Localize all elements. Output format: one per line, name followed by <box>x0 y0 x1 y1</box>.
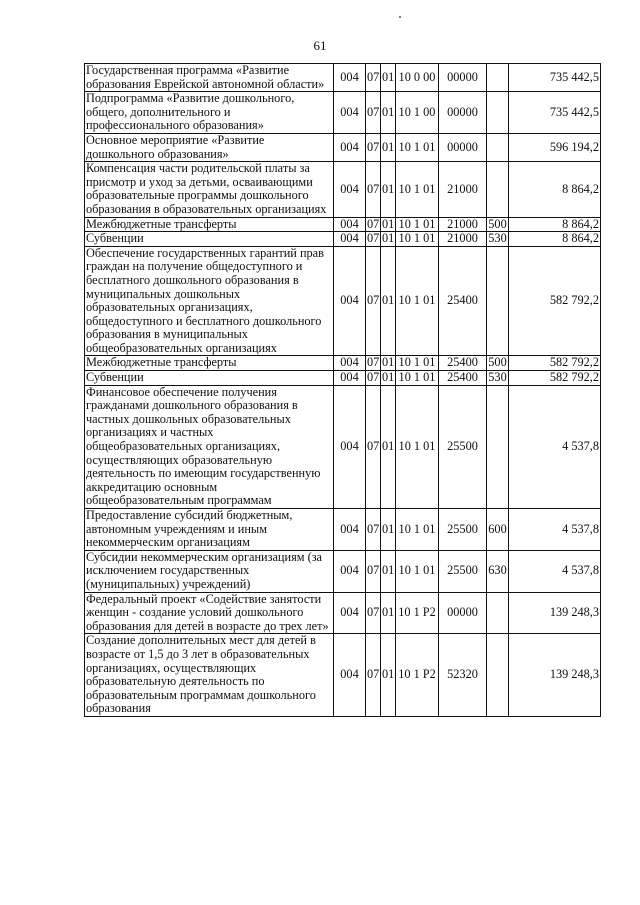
subsection-code-cell: 01 <box>381 592 396 634</box>
target-article-code-cell: 10 1 01 <box>396 550 439 592</box>
table-row <box>85 356 601 371</box>
target-article-suffix-cell: 25500 <box>439 509 487 551</box>
row-name-cell: Межбюджетные трансферты <box>85 356 334 371</box>
ministry-code-cell: 004 <box>334 246 366 356</box>
target-article-code-cell: 10 1 Р2 <box>396 592 439 634</box>
target-article-code-cell: 10 1 01 <box>396 217 439 232</box>
target-article-suffix-cell: 25500 <box>439 550 487 592</box>
target-article-suffix-cell: 52320 <box>439 634 487 717</box>
subsection-code-cell: 01 <box>382 370 395 385</box>
section-code-cell: 07 <box>366 509 381 551</box>
expense-type-code-cell <box>487 92 509 134</box>
subsection-code-cell: 01 <box>382 355 395 370</box>
expense-type-code-cell: 530 <box>488 370 507 385</box>
target-article-suffix-cell: 00000 <box>439 592 487 634</box>
expense-type-code-cell <box>487 64 509 92</box>
ministry-code-cell: 004 <box>334 592 366 634</box>
subsection-code-cell: 01 <box>381 92 396 134</box>
amount-cell: 596 194,2 <box>509 133 601 161</box>
amount-cell: 139 248,3 <box>509 592 601 634</box>
amount-cell: 8 864,2 <box>509 232 601 247</box>
ministry-code-cell: 004 <box>334 162 366 217</box>
expense-type-code-cell <box>487 385 509 508</box>
table-row <box>85 592 601 634</box>
table-row <box>85 133 601 161</box>
target-article-suffix-cell: 21000 <box>439 232 487 247</box>
target-article-suffix-cell: 21000 <box>439 162 487 217</box>
row-name-cell: Субвенции <box>85 371 334 386</box>
subsection-code-cell: 01 <box>381 550 396 592</box>
ministry-code-cell: 004 <box>334 385 366 508</box>
ministry-code-cell: 004 <box>334 133 366 161</box>
target-article-code-cell: 10 1 01 <box>396 246 439 356</box>
amount-cell: 582 792,2 <box>509 246 601 356</box>
target-article-code-cell: 10 1 01 <box>396 356 439 371</box>
ministry-code-cell: 004 <box>334 232 366 247</box>
section-code-cell: 07 <box>367 355 380 370</box>
section-code-cell: 07 <box>367 231 380 246</box>
target-article-code-cell: 10 1 01 <box>396 232 439 247</box>
row-name-cell: Финансовое обеспечение получения гражданами дошкольного образования в частных дошкольных образовательных организациях и частных общеобразовательных организациях, осуществляющих образовательную деятельность по имеющим государственную аккредитацию основным общеобразовательным программам <box>85 385 334 508</box>
section-code-cell: 07 <box>366 634 381 717</box>
expense-type-code-cell <box>487 246 509 356</box>
target-article-code-cell: 10 1 00 <box>396 92 439 134</box>
expense-type-code-cell: 500 <box>488 217 507 231</box>
table-row <box>85 217 601 232</box>
target-article-code-cell: 10 1 01 <box>396 371 439 386</box>
expense-type-code-cell: 600 <box>487 509 509 551</box>
target-article-code-cell: 10 1 01 <box>396 162 439 217</box>
target-article-code-cell: 10 1 01 <box>396 385 439 508</box>
subsection-code-cell: 01 <box>381 385 396 508</box>
ministry-code-cell: 004 <box>334 64 366 92</box>
expense-type-code-cell: 500 <box>488 355 507 370</box>
ministry-code-cell: 004 <box>334 371 366 386</box>
section-code-cell: 07 <box>366 385 381 508</box>
budget-table <box>84 63 601 717</box>
row-name-cell: Обеспечение государственных гарантий прав граждан на получение общедоступного и бесплатного дошкольного образования в муниципальных дошкольных образовательных организациях, общедоступного и бесплатного дошкольного образования в муниципальных общеобразовательных организациях <box>85 246 334 356</box>
subsection-code-cell: 01 <box>381 509 396 551</box>
table-row <box>85 232 601 247</box>
amount-cell: 582 792,2 <box>509 356 601 371</box>
table-row <box>85 550 601 592</box>
target-article-suffix-cell: 25500 <box>439 385 487 508</box>
row-name-cell: Компенсация части родительской платы за присмотр и уход за детьми, осваивающими образовательные программы дошкольного образования в образовательных организациях <box>85 162 334 217</box>
amount-cell: 735 442,5 <box>509 92 601 134</box>
row-name-cell: Подпрограмма «Развитие дошкольного, общего, дополнительного и профессионального образования» <box>85 92 334 134</box>
subsection-code-cell: 01 <box>382 217 395 231</box>
amount-cell: 4 537,8 <box>509 550 601 592</box>
ministry-code-cell: 004 <box>334 92 366 134</box>
row-name-cell: Федеральный проект «Содействие занятости женщин - создание условий дошкольного образования для детей в возрасте до трех лет» <box>85 592 334 634</box>
expense-type-code-cell: 530 <box>488 231 507 246</box>
table-row <box>85 92 601 134</box>
row-name-cell: Государственная программа «Развитие образования Еврейской автономной области» <box>85 64 334 92</box>
section-code-cell: 07 <box>366 592 381 634</box>
table-row <box>85 634 601 717</box>
row-name-cell: Субсидии некоммерческим организациям (за исключением государственных (муниципальных) учреждений) <box>85 550 334 592</box>
subsection-code-cell: 01 <box>381 634 396 717</box>
target-article-code-cell: 10 1 01 <box>396 509 439 551</box>
table-row <box>85 371 601 386</box>
section-code-cell: 07 <box>366 162 381 217</box>
amount-cell: 735 442,5 <box>509 64 601 92</box>
target-article-suffix-cell: 00000 <box>439 64 487 92</box>
target-article-suffix-cell: 25400 <box>439 356 487 371</box>
section-code-cell: 07 <box>366 246 381 356</box>
table-row <box>85 246 601 356</box>
expense-type-code-cell: 630 <box>487 550 509 592</box>
section-code-cell: 07 <box>367 217 380 231</box>
expense-type-code-cell <box>487 634 509 717</box>
expense-type-code-cell <box>487 133 509 161</box>
ministry-code-cell: 004 <box>334 634 366 717</box>
amount-cell: 8 864,2 <box>509 162 601 217</box>
row-name-cell: Предоставление субсидий бюджетным, автономным учреждениям и иным некоммерческим организациям <box>85 509 334 551</box>
target-article-suffix-cell: 25400 <box>439 246 487 356</box>
page-number: 61 <box>313 38 327 53</box>
amount-cell: 8 864,2 <box>509 217 601 232</box>
ministry-code-cell: 004 <box>334 550 366 592</box>
section-code-cell: 07 <box>366 64 381 92</box>
amount-cell: 4 537,8 <box>509 385 601 508</box>
row-name-cell: Создание дополнительных мест для детей в возрасте от 1,5 до 3 лет в образовательных организациях, осуществляющих образовательную деятельность по образовательным программам дошкольного образования <box>85 634 334 717</box>
subsection-code-cell: 01 <box>381 133 396 161</box>
target-article-code-cell: 10 0 00 <box>396 64 439 92</box>
ministry-code-cell: 004 <box>334 356 366 371</box>
target-article-suffix-cell: 00000 <box>439 92 487 134</box>
subsection-code-cell: 01 <box>381 246 396 356</box>
amount-cell: 582 792,2 <box>509 371 601 386</box>
section-code-cell: 07 <box>366 92 381 134</box>
target-article-suffix-cell: 00000 <box>439 133 487 161</box>
ministry-code-cell: 004 <box>334 217 366 232</box>
expense-type-code-cell <box>487 592 509 634</box>
table-row <box>85 162 601 217</box>
section-code-cell: 07 <box>366 550 381 592</box>
row-name-cell: Основное мероприятие «Развитие дошкольного образования» <box>85 133 334 161</box>
expense-type-code-cell <box>487 162 509 217</box>
amount-cell: 139 248,3 <box>509 634 601 717</box>
row-name-cell: Межбюджетные трансферты <box>85 217 334 232</box>
row-name-cell: Субвенции <box>85 232 334 247</box>
target-article-suffix-cell: 25400 <box>439 371 487 386</box>
table-row <box>85 385 601 508</box>
subsection-code-cell: 01 <box>381 162 396 217</box>
section-code-cell: 07 <box>367 370 380 385</box>
table-row <box>85 509 601 551</box>
subsection-code-cell: 01 <box>382 231 395 246</box>
amount-cell: 4 537,8 <box>509 509 601 551</box>
target-article-code-cell: 10 1 Р2 <box>396 634 439 717</box>
target-article-code-cell: 10 1 01 <box>396 133 439 161</box>
scan-speck <box>399 16 401 18</box>
table-row <box>85 64 601 92</box>
ministry-code-cell: 004 <box>334 509 366 551</box>
section-code-cell: 07 <box>366 133 381 161</box>
subsection-code-cell: 01 <box>381 64 396 92</box>
target-article-suffix-cell: 21000 <box>439 217 487 232</box>
